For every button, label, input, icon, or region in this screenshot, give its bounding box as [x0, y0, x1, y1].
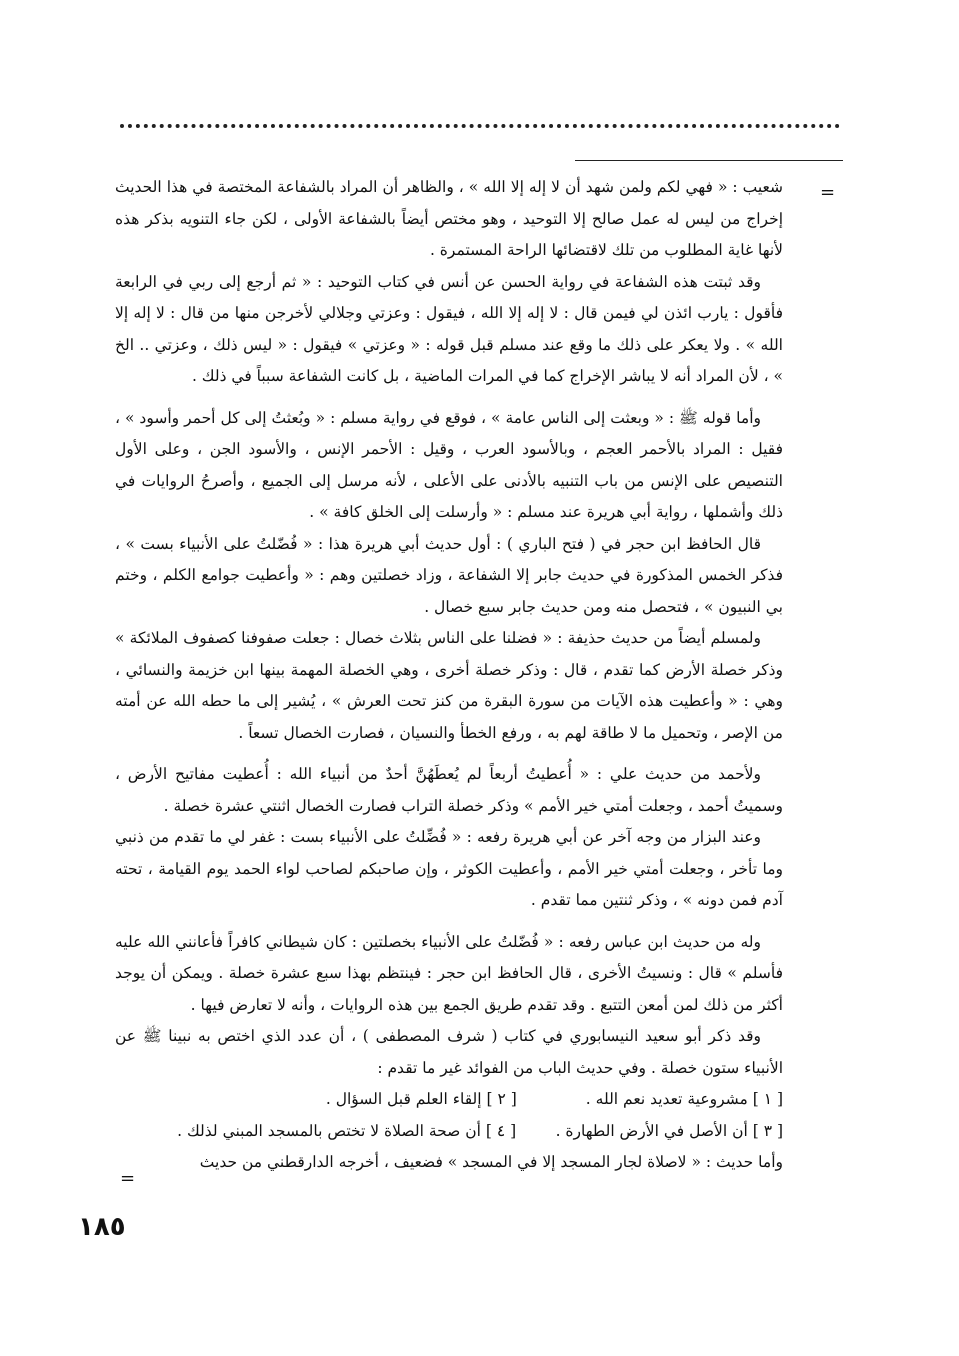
paragraph: ولمسلم أيضاً من حديث حذيفة : « فضلنا على الناس بثلاث خصال : جعلت صفوفنا كصفوف الملائكة » وذكر خصلة الأرض كما تقدم ، قال : وذكر خصلة أخرى ، وهي الخصلة المهمة بينها ابن خزيمة والنسائي ، وهي : « وأعطيت هذه الآيات من سورة البقرة من كنز تحت العرش » ، يُشير إلى ما حطه الله عن أمته من الإصر ، وتحميل ما لا طاقة لهم به ، ورفع الخطأ والنسيان ، فصارت الخصال تسعاً . — [115, 629, 783, 742]
continuation-mark-top: = — [820, 182, 836, 203]
benefit-item: [ ١ ] مشروعية تعديد نعم الله . — [585, 1090, 783, 1108]
paragraph: قال الحافظ ابن حجر في ( فتح الباري ) : أول حديث أبي هريرة هذا : « فُضّلتُ على الأنبياء بست » ، فذكر الخمس المذكورة في حديث جابر إلا الشفاعة ، وزاد خصلتين وهم : « وأعطيت جوامع الكلم ، وختم بي النبيون » ، فتحصل منه ومن حديث جابر سبع خصال . — [115, 534, 783, 616]
paragraph: ولأحمد من حديث علي : « أُعطيتُ أربعاً لم يُعطَهُنَّ أحدٌ من أنبياء الله : أُعطيت مفاتيح الأرض ، وسميتُ أحمد ، وجعلت أمتي خير الأمم » وذكر خصلة التراب فصارت الخصال اثنتي عشرة خصلة . — [115, 765, 783, 815]
page-body-text — [115, 172, 783, 1212]
paragraph: وقد ذكر أبو سعيد النيسابوري في كتاب ( شرف المصطفى ) ، أن عدد الذي اختص به نبينا ﷺ عن الأنبياء ستون خصلة . وفي حديث الباب من الفوائد غير ما تقدم : — [115, 1027, 783, 1077]
benefit-item: [ ٢ ] إلقاء العلم قبل السؤال . — [325, 1090, 517, 1108]
paragraph: وعند البزار من وجه آخر عن أبي هريرة رفعه : « فُضِّلتُ على الأنبياء بست : غفر لي ما تقدم من ذنبي وما تأخر ، وجعلت أمتي خير الأمم ، وأعطيت الكوثر ، وإن صاحبكم لصاحب لواء الحمد يوم القيامة ، تحته آدم فمن دونه » ، وذكر ثنتين مما تقدم . — [115, 828, 783, 909]
benefit-line — [115, 1084, 783, 1116]
paragraph: وقد ثبتت هذه الشفاعة في رواية الحسن عن أنس في كتاب التوحيد : « ثم أرجع إلى ربي في الرابعة فأقول : يارب ائذن لي فيمن قال : لا إله إلا الله ، فيقول : وعزتي وجلالي لأخرجن منها من قال : لا إله إلا الله » . ولا يعكر على ذلك ما وقع عند مسلم قبل قوله : « وعزتي » فيقول : « ليس ذلك ، وعزتي .. الخ » ، لأن المراد أنه لا يباشر الإخراج كما في المرات الماضية ، بل كانت الشفاعة سبباً في ذلك . — [115, 272, 783, 385]
continuation-mark-bottom: = — [120, 1168, 136, 1189]
benefit-line — [115, 1116, 783, 1148]
benefit-item: [ ٤ ] أن صحة الصلاة لا تختص بالمسجد المبني لذلك . — [177, 1121, 517, 1140]
footnote-separator-rule — [575, 160, 843, 161]
decorative-dotted-rule — [120, 124, 840, 128]
paragraph: وله من حديث ابن عباس رفعه : « فُضّلتُ على الأنبياء بخصلتين : كان شيطاني كافراً فأعانني الله عليه فأسلم » قال : ونسيتُ الأخرى ، قال الحافظ ابن حجر : فينتظم بهذا سبع عشرة خصلة . ويمكن أن يوجد أكثر من ذلك لمن أمعن التتبع . وقد تقدم طريق الجمع بين هذه الروايات ، وأنه لا تعارض فيها . — [115, 932, 783, 1014]
benefit-item: [ ٣ ] أن الأصل في الأرض الطهارة . — [555, 1121, 783, 1140]
paragraph: وأما قوله ﷺ : « وبعثت إلى الناس عامة » ، فوقع في رواية مسلم : « وبُعثتُ إلى كل أحمر وأسود » ، فقيل : المراد بالأحمر العجم ، وبالأسود العرب ، وقيل : الأحمر الإنس ، والأسود الجن ، وعلى الأول التنصيص على الإنس من باب التنبيه بالأدنى على الأعلى ، لأنه مرسل إلى الجميع ، وأصرحُ الروايات في ذلك وأشملها ، رواية أبي هريرة عند مسلم : « وأرسلت إلى الخلق كافة » . — [115, 408, 783, 521]
paragraph: شعيب : « فهي لكم ولمن شهد أن لا إله إلا الله » ، والظاهر أن المراد بالشفاعة المختصة في هذا الحديث إخراج من ليس له عمل صالح إلا التوحيد ، وهو مختص أيضاً بالشفاعة الأولى ، لكن جاء التنويه بذكر هذه لأنها غاية المطلوب من تلك لاقتضائها الراحة المستمرة . — [115, 178, 783, 259]
page-number: ١٨٥ — [78, 1212, 126, 1242]
closing-paragraph: وأما حديث : « لاصلاة لجار المسجد إلا في المسجد » فضعيف ، أخرجه الدارقطني من حديث — [199, 1153, 783, 1171]
